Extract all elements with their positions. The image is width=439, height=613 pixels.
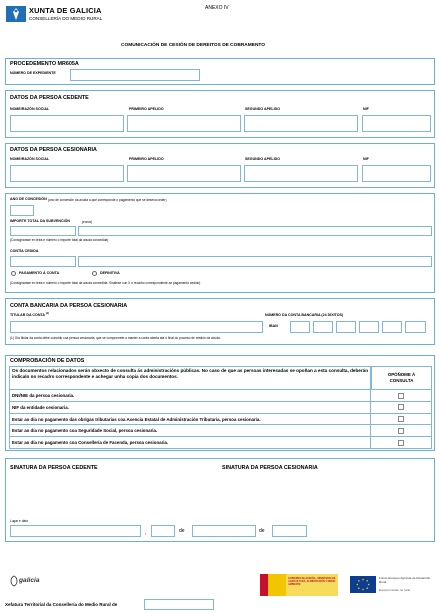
ministry-text: GOBIERNO DE ESPAÑA · MINISTERIO DE AGRICULTURA, ALIMENTACIÓN Y MEDIO AMBIENTE (288, 577, 336, 586)
oppose-checkbox[interactable] (398, 428, 404, 434)
oppose-cell (371, 437, 432, 449)
file-number-label: NÚMERO DE EXPEDIENTE (10, 71, 56, 75)
year-note: (ano de concesión da axuda a que corresponde o pagamento que se desexa ceder) (48, 197, 167, 202)
procedure-title: PROCEDEMENTO MR605A (10, 61, 79, 67)
payment-partial-radio[interactable] (11, 271, 16, 276)
day-input[interactable] (151, 525, 175, 537)
ceded-label: CONTÍA CEDIDA (10, 249, 39, 253)
account-branch-input[interactable] (336, 321, 356, 333)
holder-label (10, 313, 49, 318)
logo-title: XUNTA DE GALICIA (29, 6, 102, 15)
cedente-surname1-label: PRIMEIRO APELIDO (129, 107, 164, 111)
place-input[interactable] (10, 525, 141, 537)
office-label: Xefatura Territorial da Consellería do Medio Rural de (5, 602, 118, 607)
cedente-name-label: NOME/RAZÓN SOCIAL (10, 107, 50, 111)
eu-fund-subtext: Europa investe no rural (379, 588, 411, 592)
cedente-title: DATOS DA PERSOA CEDENTE (10, 95, 89, 101)
cesionaria-surname2-input[interactable] (244, 165, 358, 182)
cedente-surname2-label: SEGUNDO APELIDO (245, 107, 281, 111)
cesionaria-surname1-label: PRIMEIRO APELIDO (129, 157, 164, 161)
cedente-section (5, 90, 435, 138)
payment-final-radio[interactable] (92, 271, 97, 276)
total-unit: (euros) (82, 219, 93, 224)
galicia-logo-text: galicia (19, 577, 40, 584)
xunta-emblem-icon (6, 6, 26, 22)
spain-ministry-logo (260, 574, 338, 596)
cedente-nif-input[interactable] (362, 115, 431, 132)
verification-row (9, 437, 371, 449)
oppose-header: OPÓÑOME Á CONSULTA (387, 372, 416, 383)
verification-row-label: DNI/NIE da persoa cesionaria. (12, 393, 75, 398)
logo-subtitle: CONSELLERÍA DO MEDIO RURAL (29, 16, 103, 21)
galicia-logo (9, 575, 39, 589)
oppose-cell (371, 425, 432, 437)
verification-intro: Os documentos relacionados serán obxecto de consulta ás administracións públicas. No caso de que as persoas interesadas se opoñan a esta consulta, deberán indicalo no recadro correspondente e achegar unha copia dos documentos. (12, 368, 368, 380)
verification-row (9, 390, 371, 402)
iban-country-input[interactable] (290, 321, 310, 333)
oppose-cell (371, 414, 432, 426)
cedente-surname2-input[interactable] (244, 115, 358, 132)
account-bank-input[interactable] (313, 321, 333, 333)
verification-row (9, 425, 371, 437)
ceded-note: (Consígnarase en letra e número o importe total da axuda concedida. Sinálese cun X o recadro correspondente ao pagamento cedido) (10, 281, 201, 285)
year-label: ANO DE CONCESIÓN (10, 197, 47, 201)
verification-row (9, 402, 371, 414)
account-number-label: NÚMERO DA CONTA BANCARIA (24 DÍXITOS) (265, 313, 344, 317)
oppose-header-cell (371, 366, 432, 390)
ceded-amount-number-input[interactable] (78, 256, 432, 267)
de-separator-2: de (259, 528, 265, 534)
total-label: IMPORTE TOTAL DA SUBVENCIÓN (10, 219, 70, 223)
account-control-input[interactable] (359, 321, 379, 333)
ceded-amount-text-input[interactable] (10, 256, 76, 267)
annex-label: ANEXO IV (205, 5, 229, 11)
total-amount-text-input[interactable] (10, 226, 76, 236)
verification-row-label: NIF da entidade cesionaria. (12, 404, 69, 410)
oppose-checkbox[interactable] (398, 404, 404, 410)
holder-footnote-ref: (1) (45, 312, 49, 315)
bank-section (5, 298, 435, 345)
oppose-checkbox[interactable] (398, 393, 404, 399)
account-part2-input[interactable] (405, 321, 426, 333)
oppose-cell (371, 390, 432, 402)
procedure-section (5, 58, 435, 85)
cesionaria-nif-label: NIF (363, 157, 369, 161)
verification-title: COMPROBACIÓN DE DATOS (10, 358, 85, 364)
oppose-cell (371, 402, 432, 414)
cesionaria-surname1-input[interactable] (127, 165, 241, 182)
oppose-checkbox[interactable] (398, 416, 404, 422)
verification-intro-cell (9, 366, 371, 390)
place-date-label: Lugar e data (10, 519, 28, 523)
cedente-signature-area[interactable] (10, 474, 210, 514)
cesionaria-name-input[interactable] (10, 165, 124, 182)
signatures-section (5, 458, 435, 542)
verification-row (9, 414, 371, 426)
concession-section (5, 193, 435, 293)
total-note: (Consígnarase en letra e número o importe total da axuda concedida) (10, 238, 109, 242)
office-input[interactable] (144, 599, 214, 610)
cedente-surname1-input[interactable] (127, 115, 241, 132)
month-input[interactable] (192, 525, 256, 537)
verification-row-label: Estar ao día no pagamento das obrigas tributarias coa Axencia Estatal de Administración Tributaria, persoa cesionaria. (12, 416, 261, 422)
xunta-logo (6, 6, 26, 22)
document-title: COMUNICACIÓN DE CESIÓN DE DEREITOS DE COBRAMENTO (121, 43, 266, 48)
verification-section (5, 355, 435, 451)
cedente-signature-label: SINATURA DA PERSOA CEDENTE (10, 465, 98, 471)
cesionaria-nif-input[interactable] (362, 165, 431, 182)
oppose-checkbox[interactable] (398, 440, 404, 446)
bank-note: (1) O/a titular da conta debe coincidir coa persoa cesionaria, que se compromete a manter a conta aberta ata o final do proceso de xestión da axuda. (10, 336, 221, 340)
payment-partial-label: PAGAMENTO Á CONTA (19, 271, 60, 275)
verification-row-label: Estar ao día no pagamento coa Consellería de Facenda, persoa cesionaria. (12, 440, 169, 446)
de-separator-1: de (179, 528, 185, 534)
bank-title: CONTA BANCARIA DA PERSOA CESIONARIA (10, 303, 128, 309)
holder-input[interactable] (10, 321, 263, 333)
iban-label: IBAN (269, 324, 278, 328)
year-signature-input[interactable] (272, 525, 307, 537)
payment-final-label: DEFINITIVA (100, 271, 120, 275)
eu-flag-icon (350, 576, 376, 593)
spain-coat-of-arms-icon (260, 574, 268, 596)
cesionaria-surname2-label: SEGUNDO APELIDO (245, 157, 281, 161)
holder-label-text: TITULAR DA CONTA (10, 313, 45, 318)
year-input[interactable] (10, 205, 34, 216)
verification-row-label: Estar ao día no pagamento coa Seguridade Social, persoa cesionaria. (12, 428, 158, 434)
cesionaria-signature-area[interactable] (222, 474, 422, 514)
cesionaria-signature-label: SINATURA DA PERSOA CESIONARIA (222, 465, 318, 471)
comma-separator: , (145, 530, 147, 536)
total-amount-number-input[interactable] (78, 226, 432, 236)
eu-fund-text: Fondo Europeo Agrícola de Desarrollo Rural (379, 576, 431, 584)
account-part1-input[interactable] (382, 321, 402, 333)
file-number-input[interactable] (70, 69, 200, 81)
cesionaria-title: DATOS DA PERSOA CESIONARIA (10, 147, 97, 153)
spain-flag-stripe (268, 574, 286, 596)
cesionaria-section (5, 143, 435, 188)
cedente-nif-label: NIF (363, 107, 369, 111)
cedente-name-input[interactable] (10, 115, 124, 132)
galicia-shell-icon (9, 575, 19, 587)
eu-stars-icon (350, 576, 376, 593)
cesionaria-name-label: NOME/RAZÓN SOCIAL (10, 157, 50, 161)
verification-table (9, 366, 432, 449)
